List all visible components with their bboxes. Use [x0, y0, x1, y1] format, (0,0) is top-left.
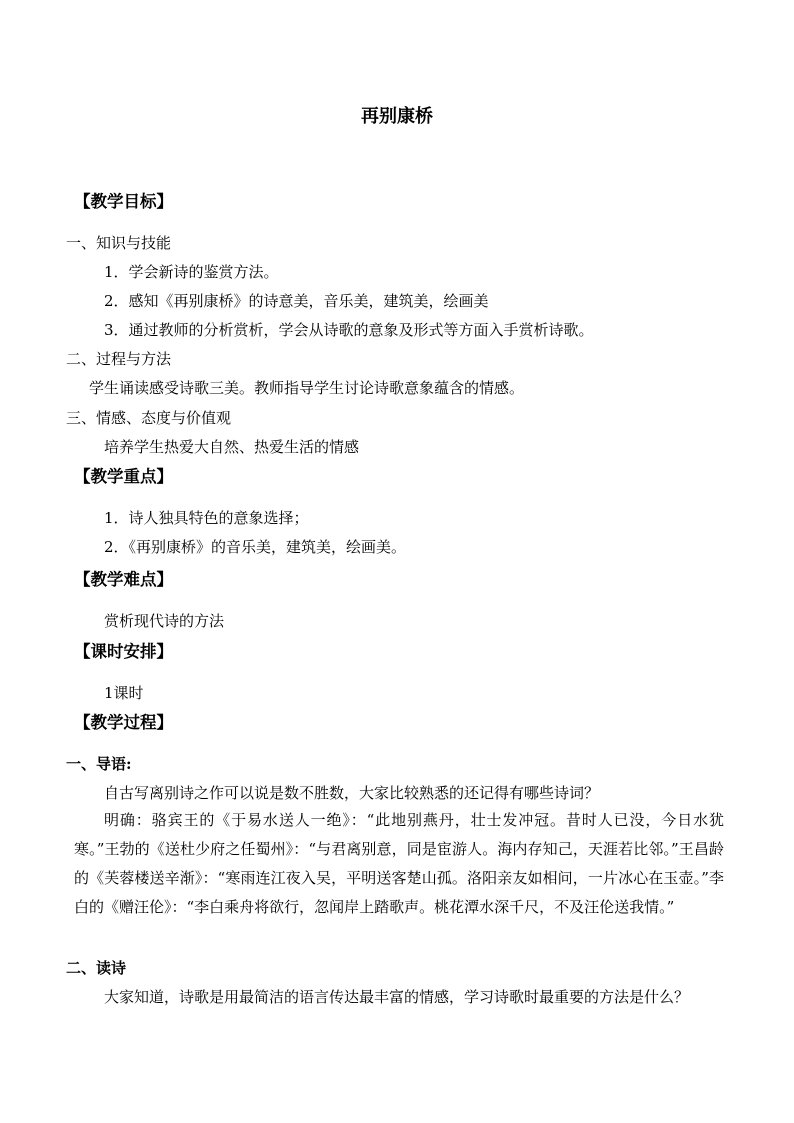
- read-title: 二、读诗: [66, 959, 127, 977]
- schedule-heading: 【课时安排】: [74, 642, 173, 661]
- difficulty-heading: 【教学难点】: [74, 570, 173, 589]
- schedule-text: 1课时: [104, 684, 144, 702]
- goal-emotion-title: 三、情感、态度与价值观: [66, 409, 232, 427]
- teaching-goals-heading: 【教学目标】: [74, 192, 173, 211]
- intro-text: 自古写离别诗之作可以说是数不胜数，大家比较熟悉的还记得有哪些诗词？: [104, 784, 600, 802]
- goal-knowledge-item: 2．感知《再别康桥》的诗意美，音乐美，建筑美，绘画美: [104, 292, 489, 310]
- goal-process-title: 二、过程与方法: [66, 350, 172, 368]
- difficulty-text: 赏析现代诗的方法: [104, 612, 225, 630]
- goal-process-text: 学生诵读感受诗歌三美。教师指导学生讨论诗歌意象蕴含的情感。: [89, 379, 525, 397]
- intro-answer-paragraph: 明确：骆宾王的《于易水送人一绝》：“此地别燕丹，壮士发冲冠。昔时人已没，今日水犹寒。”王勃的《送杜少府之任蜀州》：“与君离别意，同是宦游人。海内存知己，天涯若比邻。”王昌龄的《芙蓉楼送辛渐》：“寒雨连江夜入吴，平明送客楚山孤。洛阳亲友如相问，一片冰心在玉壶。”李白的《赠汪伦》：“李白乘舟将欲行，忽闻岸上踏歌声。桃花潭水深千尺，不及汪伦送我情。”: [74, 811, 724, 916]
- goal-knowledge-item: 3．通过教师的分析赏析，学会从诗歌的意象及形式等方面入手赏析诗歌。: [104, 321, 594, 339]
- goal-emotion-text: 培养学生热爱大自然、热爱生活的情感: [104, 438, 360, 456]
- key-point-item: 1．诗人独具特色的意象选择；: [104, 509, 309, 527]
- process-heading: 【教学过程】: [74, 713, 173, 732]
- intro-title: 一、导语:: [66, 755, 132, 773]
- key-point-item: 2．《再别康桥》的音乐美，建筑美，绘画美。: [104, 538, 407, 556]
- key-points-heading: 【教学重点】: [74, 467, 173, 486]
- read-text: 大家知道，诗歌是用最简洁的语言传达最丰富的情感，学习诗歌时最重要的方法是什么？: [104, 988, 690, 1006]
- goal-knowledge-title: 一、知识与技能: [66, 234, 172, 252]
- document-title: 再别康桥: [361, 106, 433, 127]
- goal-knowledge-item: 1．学会新诗的鉴赏方法。: [104, 263, 279, 281]
